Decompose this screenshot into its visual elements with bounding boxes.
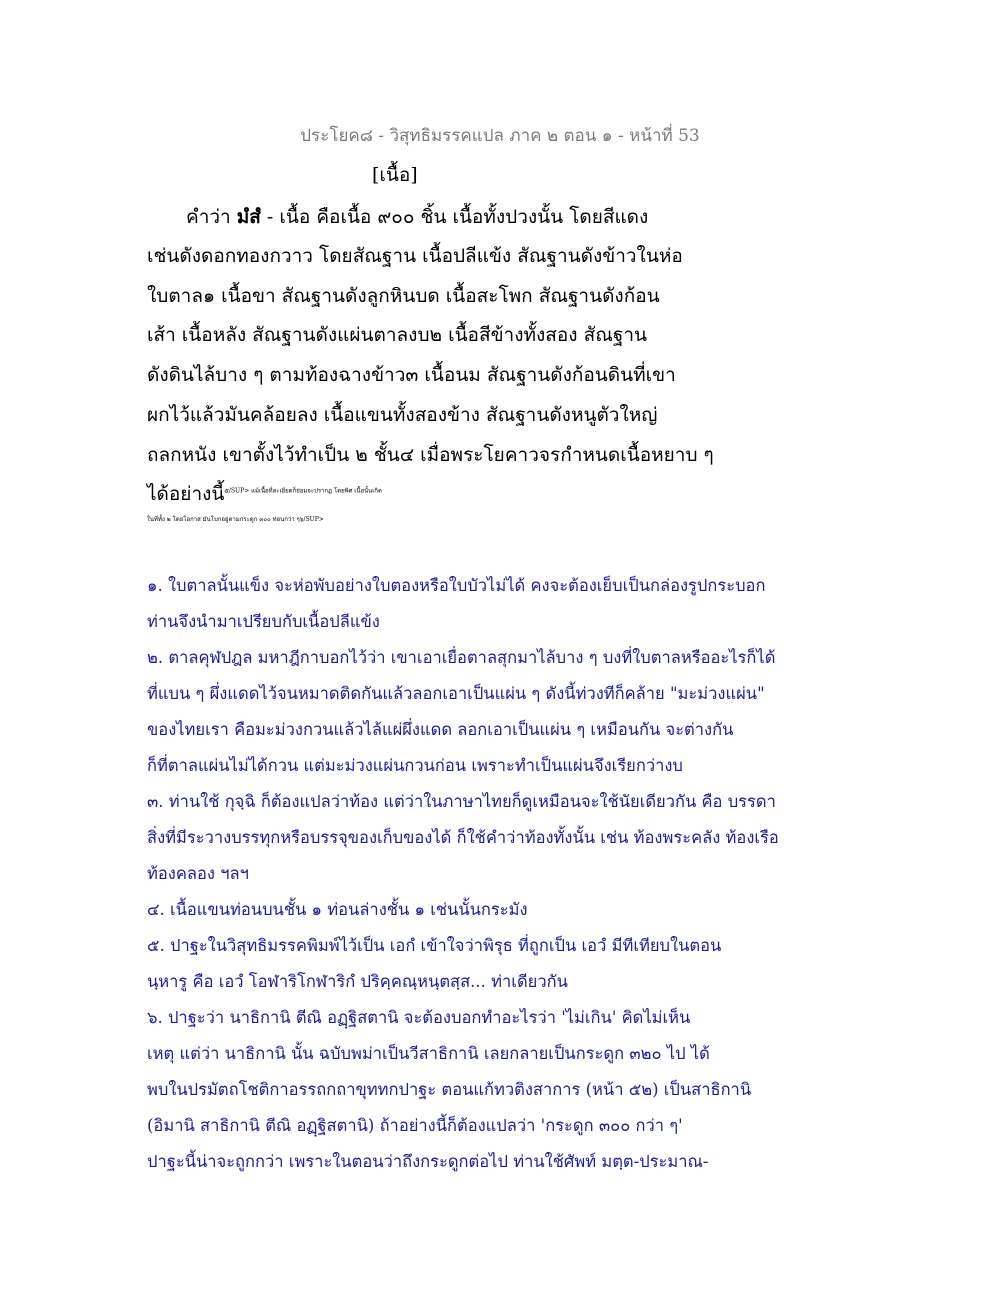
page-header: ประโยค๘ - วิสุทธิมรรคแปล ภาค ๒ ตอน ๑ - หน้าที่ 53 — [300, 126, 700, 146]
footnote-line: ๒. ตาลคุฬปฎล มหาฎีกาบอกไว้ว่า เขาเอาเยื่อตาลสุกมาไล้บาง ๆ บงที่ใบตาลหรืออะไรก็ได้ — [147, 648, 776, 667]
footnote-line: ก็ที่ตาลแผ่นไม่ได้กวน แต่มะม่วงแผ่นกวนก่อน เพราะทำเป็นแผ่นจึงเรียกว่างบ — [147, 756, 683, 775]
body-line-5: ดังดินไล้บาง ๆ ตามท้องฉางข้าว๓ เนื้อนม สัณฐานดังก้อนดินที่เขา — [147, 364, 676, 386]
footnote-line: ปาฐะนี้น่าจะถูกกว่า เพราะในตอนว่าถึงกระดูกต่อไป ท่านใช้ศัพท์ มตฺต-ประมาณ- — [147, 1152, 709, 1171]
footnote-line: ท่านจึงนำมาเปรียบกับเนื้อปลีแข้ง — [147, 612, 380, 631]
footnote-line: พบในปรมัตถโชติกาอรรถกถาขุททกปาฐะ ตอนแก้ทวติงสาการ (หน้า ๕๒) เป็นสาธิกานิ — [147, 1080, 752, 1099]
body-line-4: เส้า เนื้อหลัง สัณฐานดังแผ่นตาลงบ๒ เนื้อสีข้างทั้งสอง สัณฐาน — [147, 324, 647, 346]
footnote-line: นฺหารู คือ เอวํ โอฬาริโกฬาริกํ ปริคฺคณฺหนฺตสฺส... ท่าเดียวกัน — [147, 972, 568, 991]
body-line-1-prefix: คำว่า — [186, 206, 237, 228]
footnote-line: ๔. เนื้อแขนท่อนบนชั้น ๑ ท่อนล่างชั้น ๑ เช่นนั้นกระมัง — [147, 900, 528, 919]
pali-term: มํสํ — [236, 206, 261, 228]
body-line-3: ใบตาล๑ เนื้อขา สัณฐานดังลูกหินบด เนื้อสะโพก สัณฐานดังก้อน — [147, 285, 660, 307]
footnote-line: ๑. ใบตาลนั้นแข็ง จะห่อพับอย่างใบตองหรือใบบัวไม่ได้ คงจะต้องเย็บเป็นกล่องรูปกระบอก — [147, 576, 766, 595]
body-line-7: ถลกหนัง เขาตั้งไว้ทำเป็น ๒ ชั้น๔ เมื่อพระโยคาวจรกำหนดเนื้อหยาบ ๆ — [147, 444, 714, 466]
section-label: [เนื้อ] — [372, 164, 418, 186]
footnote-line: ของไทยเรา คือมะม่วงกวนแล้วไล้แผ่ผึ่งแดด ลอกเอาเป็นแผ่น ๆ เหมือนกัน จะต่างกัน — [147, 720, 734, 739]
footnote-line: สิ่งที่มีระวางบรรทุกหรือบรรจุของเก็บของได้ ก็ใช้คำว่าท้องทั้งนั้น เช่น ท้องพระคลัง ท้องเรือ — [147, 828, 779, 847]
footnote-line: (อิมานิ สาธิกานิ ตีณิ อฏฺฐิสตานิ) ถ้าอย่างนี้ก็ต้องแปลว่า 'กระดูก ๓๐๐ กว่า ๆ' — [147, 1116, 683, 1135]
footnote-line: ๓. ท่านใช้ กุจฺฉิ ก็ต้องแปลว่าท้อง แต่ว่าในภาษาไทยก็ดูเหมือนจะใช้นัยเดียวกัน คือ บรรดา — [147, 792, 776, 811]
body-line-8 — [147, 479, 382, 509]
body-line-1-rest: - เนื้อ คือเนื้อ ๙๐๐ ชิ้น เนื้อทั้งปวงนั้น โดยสีแดง — [260, 206, 649, 228]
body-line-1 — [186, 202, 648, 232]
body-line-2: เช่นดังดอกทองกวาว โดยสัณฐาน เนื้อปลีแข้ง สัณฐานดังข้าวในห่อ — [147, 245, 683, 267]
footnote-line: ที่แบน ๆ ผึ่งแดดไว้จนหมาดติดกันแล้วลอกเอาเป็นแผ่น ๆ ดังนี้ท่วงทีก็คล้าย "มะม่วงแผ่น" — [147, 684, 765, 703]
footnotes — [147, 568, 847, 1180]
tiny-inline-text: ๕/SUP> แม้เนื้อที่ละเอียดก็ย่อมจะปรากฏ โดยพิศ เนื้อนั้นเกิด — [224, 487, 382, 495]
footnote-line: เหตุ แต่ว่า นาธิกานิ นั้น ฉบับพม่าเป็นวีสาธิกานิ เลยกลายเป็นกระดูก ๓๒๐ ไป ได้ — [147, 1044, 710, 1063]
footnote-line: ๖. ปาฐะว่า นาธิกานิ ตีณิ อฏฺฐิสตานิ จะต้องบอกทำอะไรว่า 'ไม่เกิน' คิดไม่เห็น — [147, 1008, 691, 1027]
body-line-6: ผกไว้แล้วมันคล้อยลง เนื้อแขนทั้งสองข้าง สัณฐานดังหนูตัวใหญ่ — [147, 404, 658, 426]
body-line-8-text: ได้อย่างนี้ — [147, 483, 225, 505]
tiny-text-line: ในที่ทั้ง ๒ โดยโอกาส มันโบกอยู่ตามกระดูก ๓๐๐ ท่อนกว่า ๆ๖/SUP> — [147, 516, 324, 523]
footnote-line: ๕. ปาฐะในวิสุทธิมรรคพิมพ์ไว้เป็น เอกํ เข้าใจว่าพิรุธ ที่ถูกเป็น เอวํ มีทีเทียบในตอน — [147, 936, 722, 955]
footnote-line: ท้องคลอง ฯลฯ — [147, 864, 249, 883]
